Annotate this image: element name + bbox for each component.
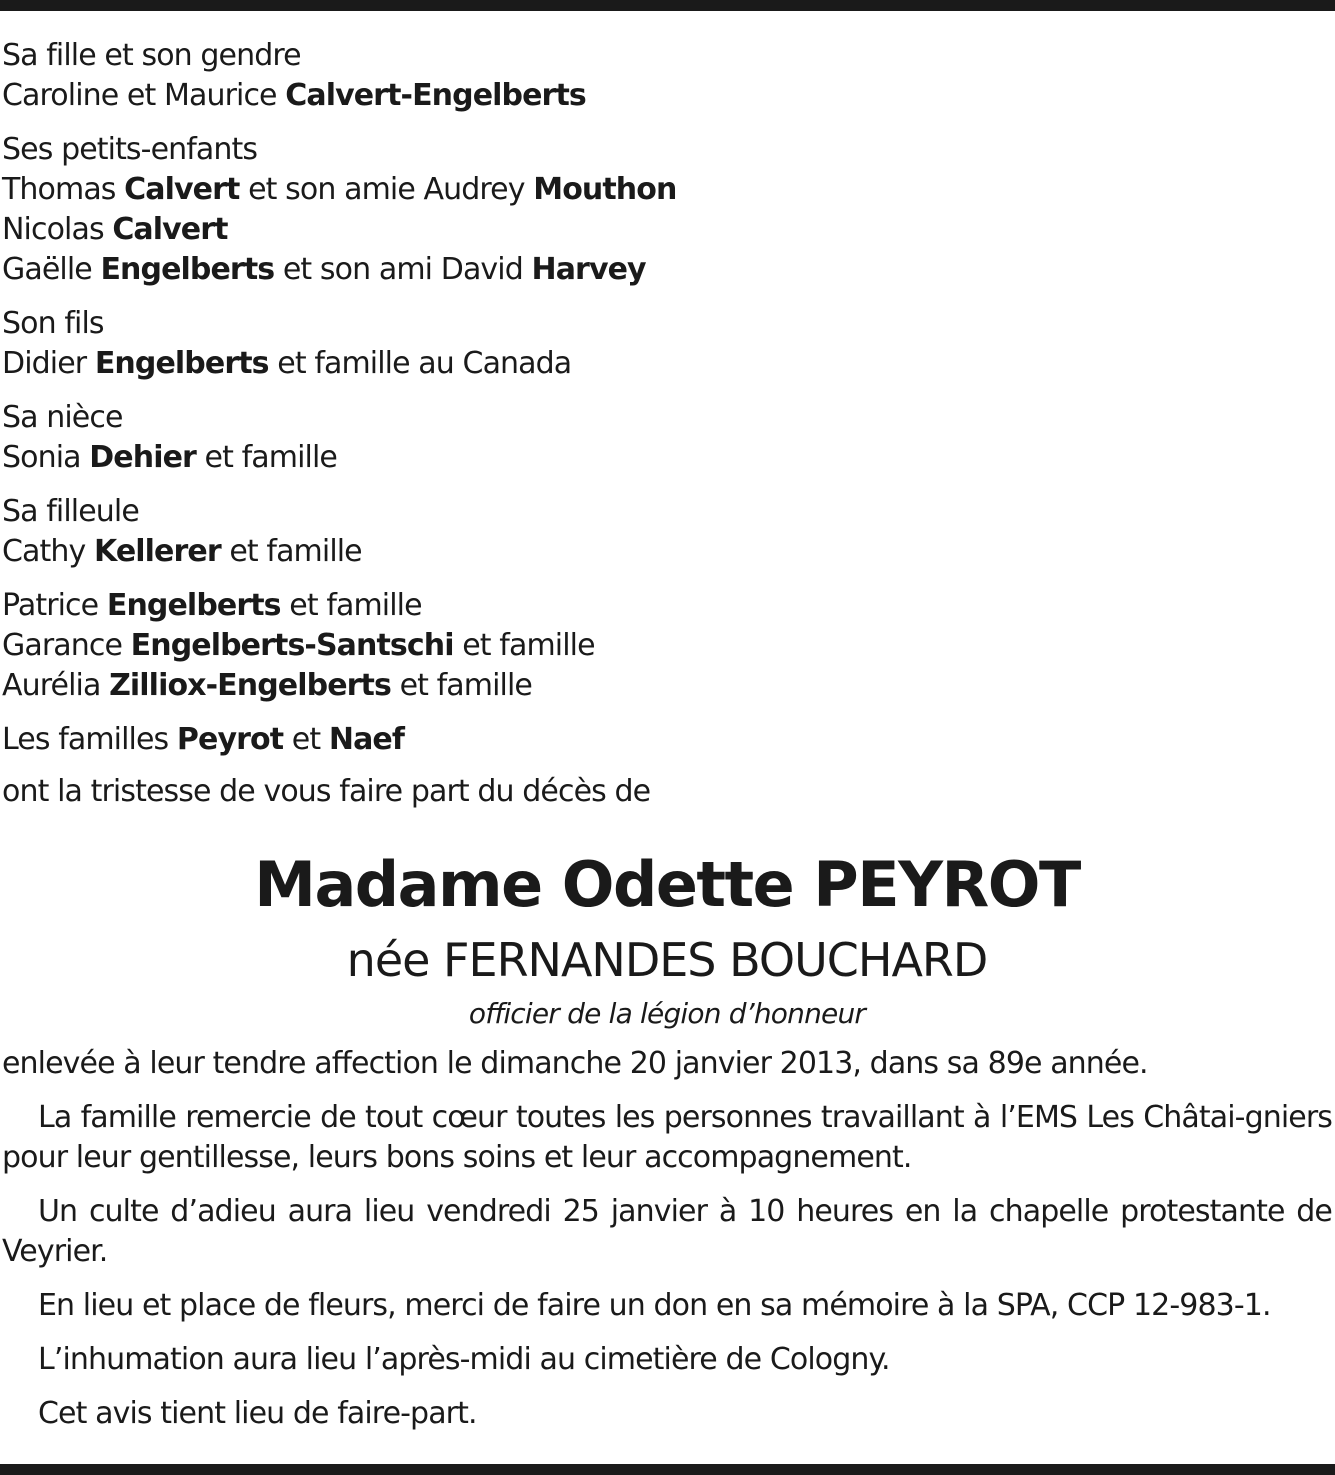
surname: Calvert-Engelberts	[285, 78, 586, 113]
family-member	[2, 170, 1332, 210]
relation-label: Sa fille et son gendre	[2, 38, 301, 73]
connector-text: et famille	[280, 588, 422, 623]
family-member	[2, 250, 1332, 290]
first-name: Garance	[2, 628, 131, 663]
connector-text: et famille	[220, 534, 362, 569]
surname: Harvey	[531, 252, 646, 287]
surname: Naef	[328, 722, 405, 757]
first-name: Didier	[2, 346, 95, 381]
connector-text: et famille	[390, 668, 532, 703]
family-group-relatives	[2, 586, 1332, 706]
donation-paragraph: En lieu et place de fleurs, merci de faire un don en sa mémoire à la SPA, CCP 12-983-1.	[38, 1288, 1271, 1323]
notice-paragraph: Cet avis tient lieu de faire-part.	[38, 1396, 477, 1431]
top-rule	[0, 0, 1335, 11]
surname: Engelberts	[94, 346, 269, 381]
connector-text: et famille	[453, 628, 595, 663]
thanks-paragraph: La famille remercie de tout cœur toutes les personnes travaillant à l’EMS Les Châtai-gniers pour leur gentillesse, leurs bons soins et leur accompagnement.	[2, 1100, 1332, 1175]
family-member	[2, 666, 1332, 706]
first-names: Caroline et Maurice	[2, 78, 286, 113]
label-text: Les familles	[2, 722, 177, 757]
surname: Calvert	[112, 212, 228, 247]
surname: Engelberts-Santschi	[130, 628, 454, 663]
family-member	[2, 210, 1332, 250]
family-member	[2, 438, 1332, 478]
surname: Mouthon	[533, 172, 677, 207]
death-date-paragraph: enlevée à leur tendre affection le dimanche 20 janvier 2013, dans sa 89e année.	[2, 1046, 1148, 1081]
first-name: Gaëlle	[2, 252, 101, 287]
maiden-name: née FERNANDES BOUCHARD	[346, 933, 988, 987]
first-name: Nicolas	[2, 212, 113, 247]
surname: Dehier	[89, 440, 196, 475]
burial-paragraph: L’inhumation aura lieu l’après-midi au cimetière de Cologny.	[38, 1342, 890, 1377]
first-name: Aurélia	[2, 668, 110, 703]
deceased-name: Madame Odette PEYROT	[254, 848, 1080, 921]
first-name: Cathy	[2, 534, 94, 569]
family-group-families	[2, 720, 1332, 760]
surname: Calvert	[124, 172, 240, 207]
announcement-intro: ont la tristesse de vous faire part du décès de	[2, 774, 651, 809]
first-name: Thomas	[2, 172, 125, 207]
family-member	[2, 344, 1332, 384]
family-member	[2, 76, 1332, 116]
honor-title: officier de la légion d’honneur	[468, 997, 866, 1030]
family-group-goddaughter	[2, 492, 1332, 572]
relation-label: Sa filleule	[2, 494, 139, 529]
surname: Peyrot	[176, 722, 284, 757]
relation-label: Sa nièce	[2, 400, 123, 435]
surname: Engelberts	[100, 252, 275, 287]
connector-text: et son amie Audrey	[239, 172, 534, 207]
relation-label: Son fils	[2, 306, 104, 341]
family-group-niece	[2, 398, 1332, 478]
family-group-grandchildren	[2, 130, 1332, 290]
family-member	[2, 586, 1332, 626]
surname: Engelberts	[106, 588, 281, 623]
surname: Kellerer	[94, 534, 221, 569]
family-member	[2, 720, 1332, 760]
family-group-son	[2, 304, 1332, 384]
first-name: Patrice	[2, 588, 107, 623]
first-name: Sonia	[2, 440, 90, 475]
family-member	[2, 532, 1332, 572]
connector-text: et famille	[195, 440, 337, 475]
obituary-notice	[2, 36, 1332, 1434]
service-paragraph: Un culte d’adieu aura lieu vendredi 25 janvier à 10 heures en la chapelle protestante de Veyrier.	[2, 1194, 1332, 1269]
connector-text: et famille au Canada	[268, 346, 572, 381]
bottom-rule	[0, 1464, 1335, 1475]
relation-label: Ses petits-enfants	[2, 132, 258, 167]
family-group-daughter	[2, 36, 1332, 116]
connector-text: et	[283, 722, 329, 757]
family-member	[2, 626, 1332, 666]
surname: Zilliox-Engelberts	[109, 668, 391, 703]
connector-text: et son ami David	[274, 252, 532, 287]
